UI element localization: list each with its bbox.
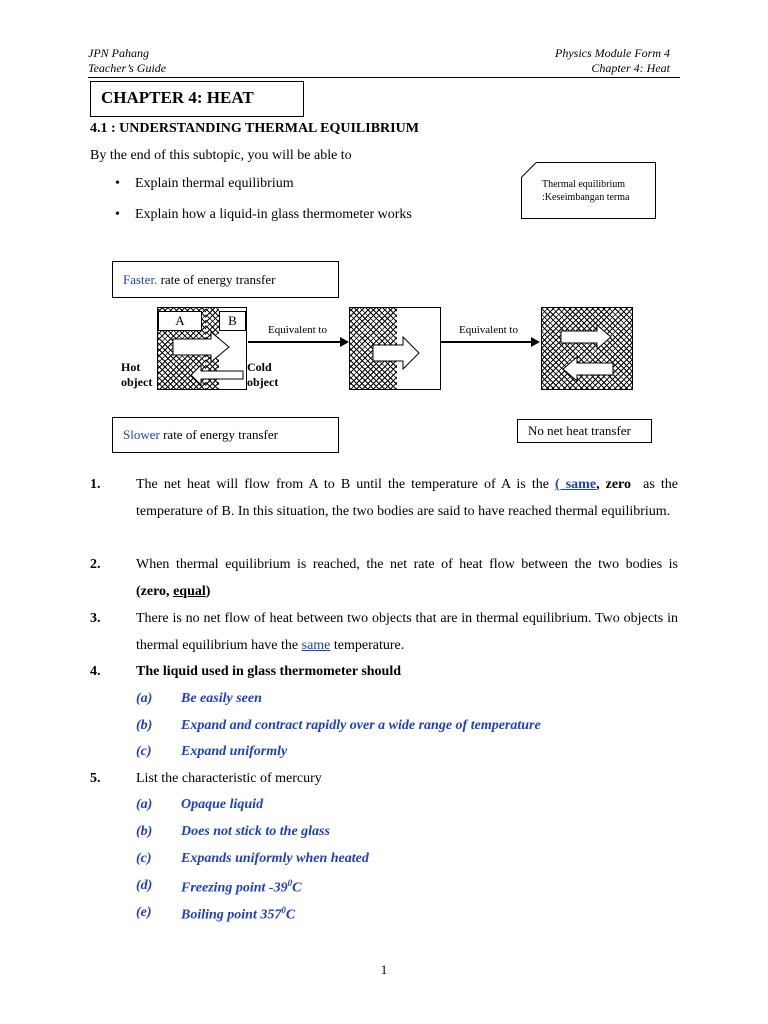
- label-b: B: [219, 311, 246, 331]
- item-number: 3.: [90, 611, 101, 626]
- equal-arrow-left: [563, 357, 613, 381]
- page-number: 1: [380, 962, 388, 977]
- header-module: Physics Module Form 4: [555, 46, 670, 60]
- item-number: 5.: [90, 771, 101, 786]
- answer-same: ( same: [555, 477, 597, 492]
- header-chapter: Chapter 4: Heat: [591, 61, 670, 75]
- item-text: There is no net flow of heat between two objects that are in thermal equilibrium. Two objects in thermal equilibrium have the same temperature.: [136, 611, 678, 653]
- item-number: 4.: [90, 664, 101, 679]
- answer-equal: equal: [173, 584, 206, 599]
- header-guide: Teacher’s Guide: [88, 61, 167, 75]
- keyword-box: [521, 162, 656, 219]
- middle-arrow: [349, 307, 441, 390]
- objective-item: • Explain thermal equilibrium: [115, 176, 294, 192]
- equilibrium-arrows: [541, 307, 633, 390]
- slow-arrow-left: [191, 365, 243, 385]
- equal-arrow-right: [561, 325, 611, 349]
- folded-corner: [521, 162, 536, 177]
- keyword-english: Thermal equilibrium: [542, 179, 626, 190]
- equivalent-label-1: Equivalent to: [268, 324, 327, 336]
- faster-word: Faster.: [123, 271, 158, 287]
- header-left: [88, 46, 166, 76]
- section-title: 4.1 : UNDERSTANDING THERMAL EQUILIBRIUM: [90, 121, 419, 136]
- chapter-title: CHAPTER 4: HEAT: [90, 81, 304, 117]
- item-text: When thermal equilibrium is reached, the net rate of heat flow between the two bodies is (zero, equal): [136, 557, 678, 599]
- label-a: A: [158, 311, 202, 331]
- equivalent-label-2: Equivalent to: [459, 324, 518, 336]
- objective-item: • Explain how a liquid-in glass thermometer works: [115, 207, 412, 223]
- faster-rate-box: [112, 261, 339, 298]
- header-right: [555, 46, 670, 76]
- item-text: List the characteristic of mercury: [136, 771, 322, 786]
- item-text: The liquid used in glass thermometer should: [136, 664, 402, 679]
- hot-object-label: Hot object: [121, 360, 153, 389]
- cold-object-label: Cold object: [247, 360, 279, 389]
- item-number: 2.: [90, 557, 101, 572]
- intro-text: By the end of this subtopic, you will be able to: [90, 148, 352, 163]
- energy-arrows: [157, 307, 247, 390]
- item-text: The net heat will flow from A to B until the temperature of A is the ( same, zero as the temperature of B. In this situation, the two bodies are said to have reached thermal equilibrium.: [136, 477, 682, 519]
- slower-rate-box: [112, 417, 339, 453]
- keyword-malay: :Keseimbangan terma: [542, 192, 630, 203]
- equivalent-arrow-2: [441, 336, 541, 348]
- slower-rest: rate of energy transfer: [159, 427, 278, 442]
- item-number: 1.: [90, 477, 101, 492]
- fast-arrow-right: [173, 332, 229, 362]
- slower-word: Slower: [123, 427, 160, 442]
- header-school: JPN Pahang: [88, 46, 149, 60]
- equivalent-arrow-1: [248, 336, 350, 348]
- faster-rest: rate of energy transfer: [157, 271, 276, 287]
- header-divider: [88, 77, 680, 78]
- no-net-heat-box: No net heat transfer: [517, 419, 652, 443]
- answer-same: same: [301, 638, 331, 653]
